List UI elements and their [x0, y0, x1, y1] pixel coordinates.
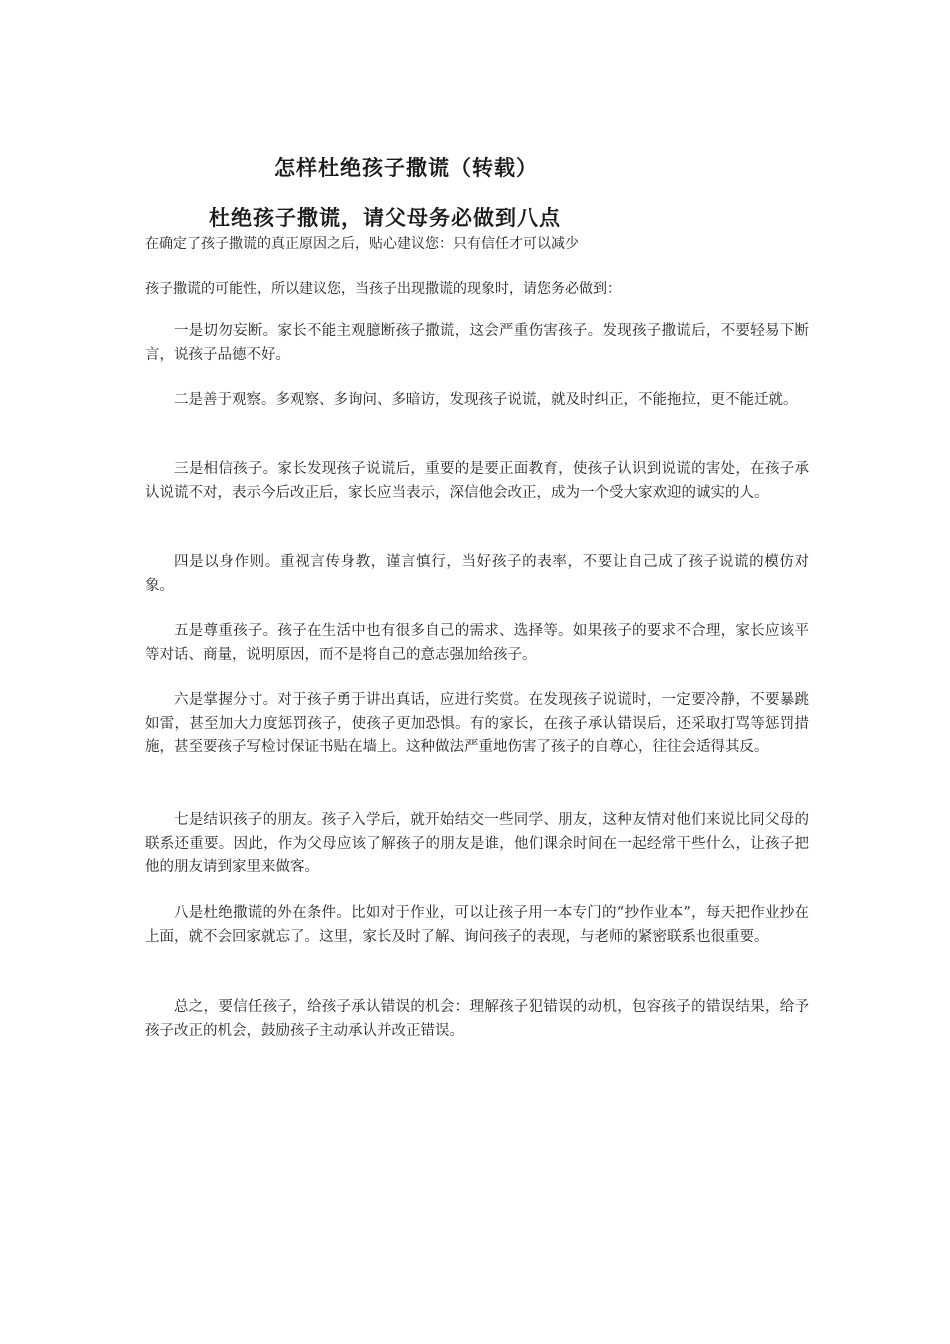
- intro-line: 孩子撒谎的可能性，所以建议您，当孩子出现撒谎的现象时，请您务必做到：: [145, 281, 621, 297]
- intro-line: 在确定了孩子撒谎的真正原因之后，贴心建议您：只有信任才可以减少: [145, 236, 579, 252]
- paragraph-5: 五是尊重孩子。孩子在生活中也有很多自己的需求、选择等。如果孩子的要求不合理，家长应该平等对话、商量，说明原因，而不是将自己的意志强加给孩子。: [145, 623, 809, 663]
- paragraph-3: 三是相信孩子。家长发现孩子说谎后，重要的是要正面教育，使孩子认识到说谎的害处，在孩子承认说谎不对，表示今后改正后，家长应当表示，深信他会改正，成为一个受大家欢迎的诚实的人。: [145, 461, 809, 501]
- paragraph-1: 一是切勿妄断。家长不能主观臆断孩子撒谎，这会严重伤害孩子。发现孩子撒谎后，不要轻易下断言，说孩子品德不好。: [145, 323, 809, 363]
- paragraph-6: 六是掌握分寸。对于孩子勇于讲出真话，应进行奖赏。在发现孩子说谎时，一定要冷静，不要暴跳如雷，甚至加大力度惩罚孩子，使孩子更加恐惧。有的家长，在孩子承认错误后，还采取打骂等惩罚措施，甚至要孩子写检讨保证书贴在墙上。这种做法严重地伤害了孩子的自尊心，往往会适得其反。: [145, 692, 809, 755]
- paragraph-8: 八是杜绝撒谎的外在条件。比如对于作业，可以让孩子用一本专门的“抄作业本”，每天把作业抄在上面，就不会回家就忘了。这里，家长及时了解、询问孩子的表现，与老师的紧密联系也很重要。: [145, 905, 809, 945]
- paragraph-9: 总之，要信任孩子，给孩子承认错误的机会：理解孩子犯错误的动机，包容孩子的错误结果，给予孩子改正的机会，鼓励孩子主动承认并改正错误。: [145, 999, 809, 1039]
- page-title: 怎样杜绝孩子撒谎（转载）: [274, 155, 538, 180]
- page-subtitle: 杜绝孩子撒谎，请父母务必做到八点: [209, 205, 561, 230]
- paragraph-2: 二是善于观察。多观察、多询问、多暗访，发现孩子说谎，就及时纠正，不能拖拉，更不能迁就。: [174, 392, 798, 408]
- paragraph-7: 七是结识孩子的朋友。孩子入学后，就开始结交一些同学、朋友，这种友情对他们来说比同父母的联系还重要。因此，作为父母应该了解孩子的朋友是谁，他们课余时间在一起经常干些什么，让孩子把他的朋友请到家里来做客。: [145, 812, 809, 875]
- paragraph-4: 四是以身作则。重视言传身教，谨言慎行，当好孩子的表率，不要让自己成了孩子说谎的模仿对象。: [145, 554, 809, 594]
